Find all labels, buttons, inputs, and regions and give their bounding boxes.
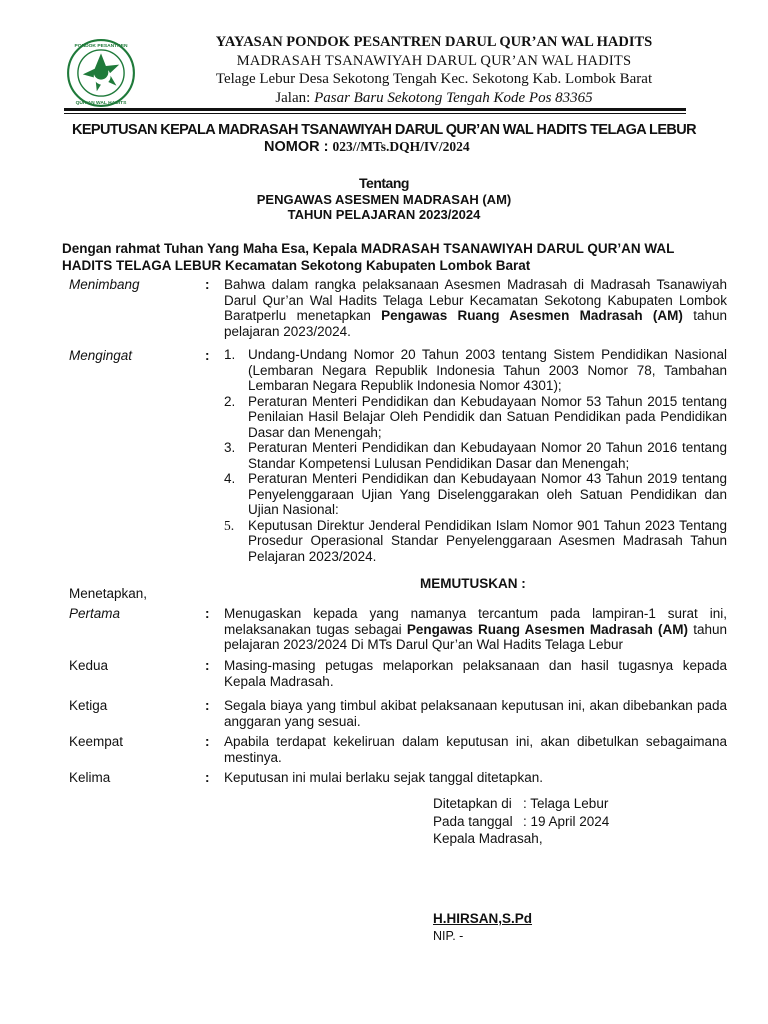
menimbang-text: Bahwa dalam rangka pelaksanaan Asesmen Madrasah di Madrasah Tsanawiyah Darul Qur’an Wal Hadits Telaga Lebur Kecamatan Sekotong Kabupaten Lombok Baratperlu menetapkan Pengawas Ruang Asesmen Madrasah (AM) tahun pelajaran 2023/2024.: [224, 277, 727, 339]
letterhead-divider-thin: [64, 113, 686, 114]
kelima-label: Kelima: [69, 770, 111, 785]
sign-place: Ditetapkan di : Telaga Lebur: [433, 796, 609, 811]
keempat-label: Keempat: [69, 734, 124, 749]
kedua-colon: :: [205, 658, 210, 673]
preamble: Dengan rahmat Tuhan Yang Maha Esa, Kepala MADRASAH TSANAWIYAH DARUL QUR’AN WAL HADITS TELAGA LEBUR Kecamatan Sekotong Kabupaten Lombok Barat: [62, 241, 675, 273]
star-crescent-seal-icon: [66, 38, 136, 108]
letterhead-divider-thick: [64, 108, 686, 111]
mengingat-colon: :: [205, 348, 210, 363]
list-item: 3. Peraturan Menteri Pendidikan dan Kebudayaan Nomor 20 Tahun 2016 tentang Standar Kompetensi Lulusan Pendidikan Dasar dan Menengah;: [224, 440, 727, 471]
menimbang-label: Menimbang: [69, 277, 140, 292]
pertama-text: Menugaskan kepada yang namanya tercantum pada lampiran-1 surat ini, melaksanakan tugas sebagai Pengawas Ruang Asesmen Madrasah (AM) tahun pelajaran 2023/2024 Di MTs Darul Qur’an Wal Hadits Telaga Lebur: [224, 606, 727, 652]
foundation-name: YAYASAN PONDOK PESANTREN DARUL QUR’AN WAL HADITS: [215, 34, 653, 50]
letterhead: [140, 33, 728, 108]
sign-date: Pada tanggal : 19 April 2024: [433, 814, 610, 829]
svg-text:PONDOK PESANTREN: PONDOK PESANTREN: [74, 44, 128, 50]
mengingat-label: Mengingat: [69, 348, 133, 363]
decree-number: NOMOR : 023//MTs.DQH/IV/2024: [264, 139, 470, 155]
kedua-text: Masing-masing petugas melaporkan pelaksanaan dan hasil tugasnya kepada Kepala Madrasah.: [224, 658, 727, 689]
pertama-colon: :: [205, 606, 210, 621]
kedua-label: Kedua: [69, 658, 109, 673]
kelima-text: Keputusan ini mulai berlaku sejak tanggal ditetapkan.: [224, 770, 543, 785]
signer-name: H.HIRSAN,S.Pd: [433, 911, 533, 926]
decree-title: KEPUTUSAN KEPALA MADRASAH TSANAWIYAH DARUL QUR’AN WAL HADITS TELAGA LEBUR: [71, 122, 696, 138]
pertama-label: Pertama: [69, 606, 121, 621]
memutuskan-heading: MEMUTUSKAN :: [420, 576, 526, 591]
signer-nip: NIP. -: [433, 929, 464, 943]
school-street: Jalan: Pasar Baru Sekotong Tengah Kode Pos 83365: [275, 90, 593, 106]
ketiga-label: Ketiga: [69, 698, 108, 713]
about-subject: PENGAWAS ASESMEN MADRASAH (AM): [256, 192, 512, 207]
keempat-text: Apabila terdapat kekeliruan dalam keputusan ini, akan dibetulkan sebagaimana mestinya.: [224, 734, 727, 765]
list-item: 2. Peraturan Menteri Pendidikan dan Kebudayaan Nomor 53 Tahun 2015 tentang Penilaian Hasil Belajar Oleh Pendidik dan Satuan Pendidikan pada Pendidikan Dasar dan Menengah;: [224, 393, 727, 440]
about-year: TAHUN PELAJARAN 2023/2024: [287, 207, 481, 222]
school-name: MADRASAH TSANAWIYAH DARUL QUR’AN WAL HADITS: [236, 53, 632, 69]
svg-text:QUR'AN WAL HADITS: QUR'AN WAL HADITS: [75, 100, 127, 106]
menimbang-colon: :: [205, 277, 210, 292]
kelima-colon: :: [205, 770, 210, 785]
list-item: 1. Undang-Undang Nomor 20 Tahun 2003 tentang Sistem Pendidikan Nasional (Lembaran Negara Republik Indonesia Tahun 2003 Nomor 78, Tambahan Lembaran Negara Republik Indonesia Nomor 4301);: [224, 347, 727, 393]
menetapkan-label: Menetapkan,: [69, 586, 148, 601]
mengingat-list: [224, 347, 727, 564]
about-heading: Tentang: [359, 175, 409, 191]
keempat-colon: :: [205, 734, 210, 749]
ketiga-colon: :: [205, 698, 210, 713]
sign-position: Kepala Madrasah,: [433, 831, 543, 846]
ketiga-text: Segala biaya yang timbul akibat pelaksanaan keputusan ini, akan dibebankan pada anggaran yang sesuai.: [224, 698, 727, 729]
list-item: 4. Peraturan Menteri Pendidikan dan Kebudayaan Nomor 43 Tahun 2019 tentang Penyelenggaraan Ujian Yang Diselenggarakan oleh Satuan Pendidikan dan Ujian Nasional:: [224, 471, 727, 517]
list-item: 5. Keputusan Direktur Jenderal Pendidikan Islam Nomor 901 Tahun 2023 Tentang Prosedur Operasional Standar Penyelenggaraan Asesmen Madrasah Tahun Pelajaran 2023/2024.: [224, 517, 727, 564]
school-address: Telage Lebur Desa Sekotong Tengah Kec. Sekotong Kab. Lombok Barat: [215, 71, 653, 87]
